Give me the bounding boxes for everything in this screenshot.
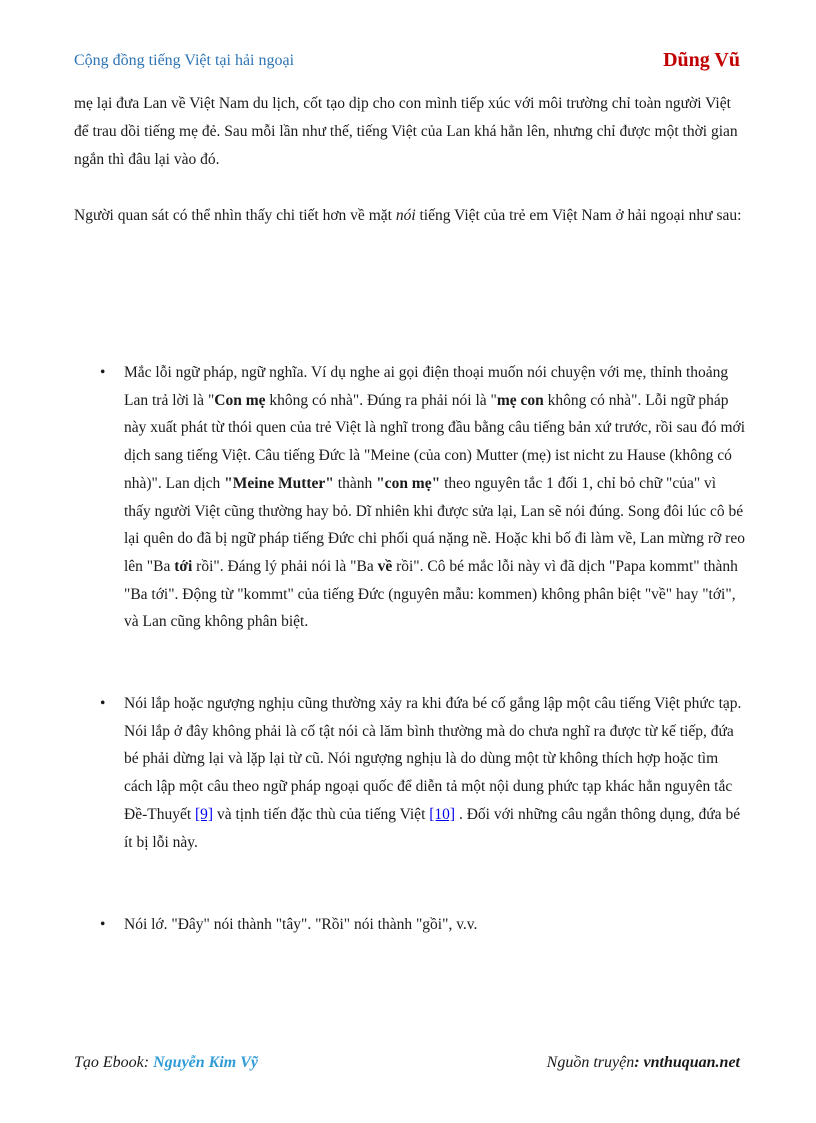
footnote-link-10[interactable]: [10] (429, 805, 456, 823)
footer-ebook-sep: : (143, 1054, 154, 1071)
paragraph-observation-italic: nói (395, 207, 416, 224)
footer-ebook-credit (74, 1054, 258, 1072)
bullet-text: rồi". Đáng lý phải nói là "Ba (192, 557, 378, 575)
header-title: Cộng đồng tiếng Việt tại hải ngoại (74, 52, 295, 69)
bullet-bold-text: tới (174, 557, 193, 575)
list-item (74, 359, 746, 636)
bullet-text: Nói lắp hoặc ngượng nghịu cũng thường xảy ra khi đứa bé cố gắng lập một câu tiếng Việt phức tạp. Nói lắp ở đây không phải là cố tật nói cà lăm bình thường mà do chưa nghĩ ra được từ kế tiếp, đứa bé phải dừng lại và lặp lại từ cũ. Nói ngượng nghịu là do dùng một từ không thích hợp hoặc tìm cách lập một câu theo ngữ pháp ngoại quốc để diễn tả một nội dung phức tạp khác hẳn nguyên tắc Đề-Thuyết (124, 695, 742, 823)
bullet-text: Nói lớ. "Đây" nói thành "tây". "Rồi" nói thành "gồi", v.v. (124, 916, 478, 933)
bullet-icon: • (100, 364, 106, 381)
footnote-link-9[interactable]: [9] (195, 805, 214, 823)
footer-ebook-label: Tạo Ebook (74, 1054, 144, 1071)
bullet-icon: • (100, 695, 106, 712)
bullet-bold-text: "con mẹ" (376, 474, 441, 492)
footer-source-site: vnthuquan.net (643, 1054, 740, 1071)
paragraph-intro-text: mẹ lại đưa Lan về Việt Nam du lịch, cốt tạo dịp cho con mình tiếp xúc với môi trường chỉ toàn người Việt để trau dồi tiếng mẹ đẻ. Sau mỗi lần như thế, tiếng Việt của Lan khá hẳn lên, nhưng chỉ được một thời gian ngắn thì đâu lại vào đó. (74, 95, 738, 168)
bullet-text: và tịnh tiến đặc thù của tiếng Việt (213, 805, 430, 823)
bullet-bold-text: Con mẹ (214, 391, 266, 409)
bullet-text: theo nguyên tắc 1 đối 1, chỉ bỏ chữ "của" vì thấy người Việt cũng thường hay bỏ. Dĩ nhiên khi được sửa lại, Lan sẽ nói đúng. Song đôi lúc cô bé lại quên do đã bị ngữ pháp tiếng Đức chi phối quá nặng nề. Hoặc khi bố đi làm về, Lan mừng rỡ reo lên "Ba (124, 474, 745, 575)
bullet-text: . Đối với những câu ngắn thông dụng, đứa bé ít bị lỗi này. (124, 805, 741, 851)
bullet-icon: • (100, 916, 106, 933)
paragraph-intro (74, 90, 744, 174)
list-item (74, 911, 746, 939)
bullet-text: Mắc lỗi ngữ pháp, ngữ nghĩa. Ví dụ nghe ai gọi điện thoại muốn nói chuyện với mẹ, thỉnh thoảng Lan trả lời là " (124, 364, 729, 409)
header-author: Dũng Vũ (663, 49, 740, 71)
bullet-bold-text: về (377, 557, 393, 575)
footer-ebook-name: Nguyễn Kim Vỹ (153, 1054, 258, 1071)
paragraph-observation-text-c: tiếng Việt của trẻ em Việt Nam ở hải ngoại như sau: (415, 207, 742, 224)
footer-source-credit (547, 1054, 740, 1072)
bullet-text: không có nhà". Đúng ra phải nói là " (265, 391, 497, 409)
bullet-text: không có nhà". Lỗi ngữ pháp này xuất phát từ thói quen của trẻ Việt là nghĩ trong đầu bằng câu tiếng bản xứ trước, rồi sau đó mới dịch sang tiếng Việt. Câu tiếng Đức là "Meine (của con) Mutter (mẹ) ist nicht zu Hause (không có nhà)". Lan dịch (124, 391, 746, 492)
footer-source-sep: : (634, 1054, 644, 1071)
paragraph-observation (74, 202, 744, 230)
paragraph-observation-text-a: Người quan sát có thể nhìn thấy chi tiết hơn về mặt (74, 207, 396, 224)
list-item (74, 690, 746, 856)
footer-source-label: Nguồn truyện (546, 1054, 635, 1071)
bullet-bold-text: mẹ con (496, 391, 544, 409)
bullet-bold-text: "Meine Mutter" (224, 474, 334, 492)
bullet-text: thành (333, 474, 377, 492)
bullet-text: rồi". Cô bé mắc lỗi này vì đã dịch "Papa kommt" thành "Ba tới". Động từ "kommt" của tiếng Đức (nguyên mẫu: kommen) không phân biệt "về" hay "tới", và Lan cũng không phân biệt. (124, 557, 738, 631)
